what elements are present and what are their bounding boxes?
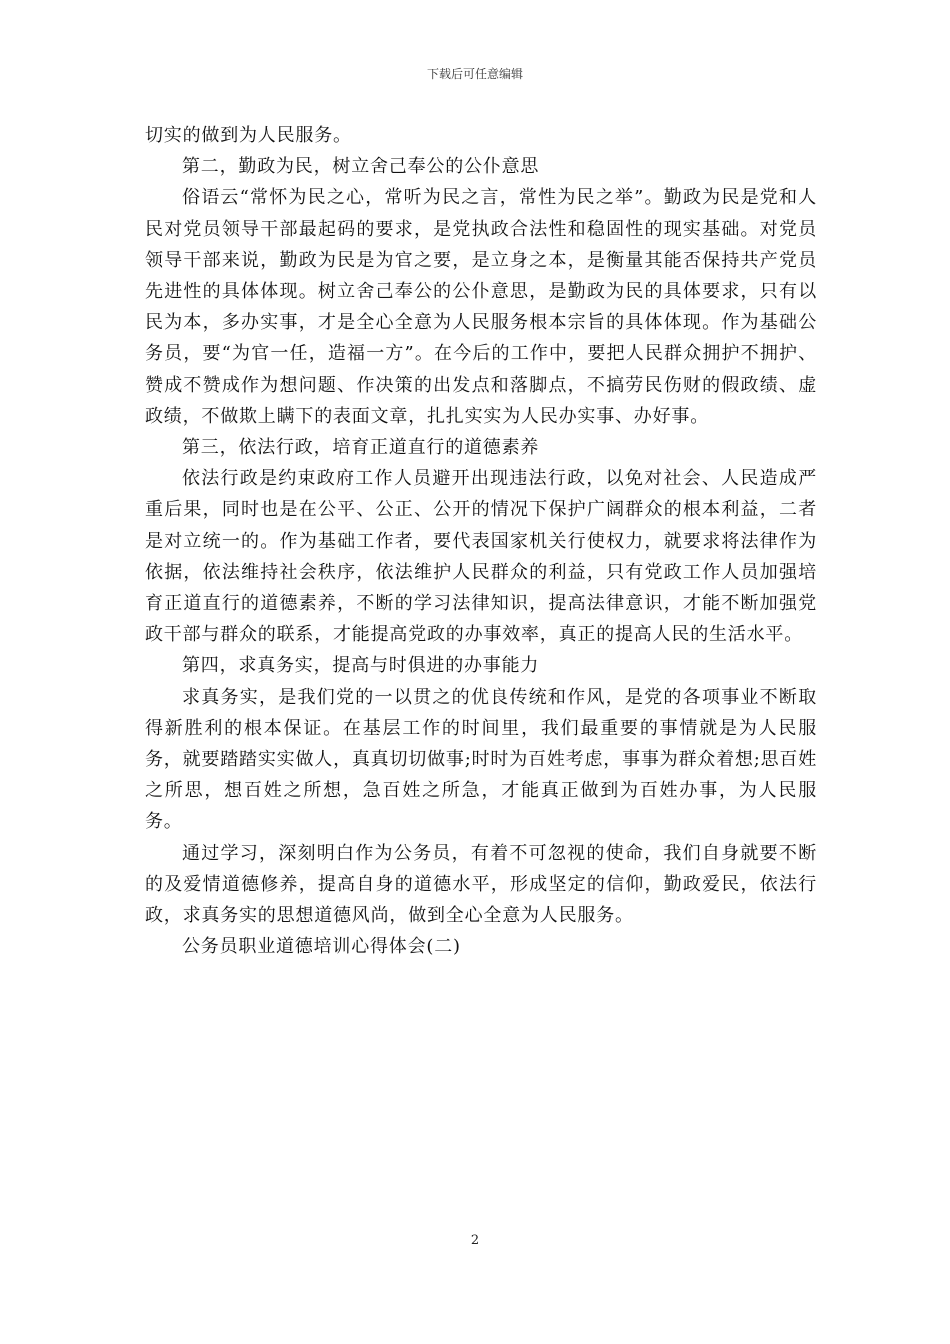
section-heading-2: 第二，勤政为民，树立舍己奉公的公仆意思 (182, 156, 540, 178)
document-body (145, 120, 817, 962)
section-heading-3: 第三，依法行政，培育正道直行的道德素养 (182, 437, 540, 459)
paragraph-continuation: 切实的做到为人民服务。 (145, 125, 352, 146)
next-article-title: 公务员职业道德培训心得体会(二) (182, 936, 461, 958)
paragraph-pragmatism: 求真务实，是我们党的一以贯之的优良传统和作风，是党的各项事业不断取得新胜利的根本保证。在基层工作的时间里，我们最重要的事情就是为人民服务，就要踏踏实实做人，真真切切做事;时时为百姓考虑，事事为群众着想;思百姓之所思，想百姓之所想，急百姓之所急，才能真正做到为百姓办事，为人民服务。 (145, 686, 817, 833)
paragraph-conclusion: 通过学习，深刻明白作为公务员，有着不可忽视的使命，我们自身就要不断的及爱情道德修养，提高自身的道德水平，形成坚定的信仰，勤政爱民，依法行政，求真务实的思想道德风尚，做到全心全意为人民服务。 (145, 842, 817, 927)
paragraph-diligence: 俗语云“常怀为民之心，常听为民之言，常性为民之举”。勤政为民是党和人民对党员领导干部最起码的要求，是党执政合法性和稳固性的现实基础。对党员领导干部来说，勤政为民是为官之要，是立身之本，是衡量其能否保持共产党员先进性的具体体现。树立舍己奉公的公仆意思，是勤政为民的具体要求，只有以民为本，多办实事，才是全心全意为人民服务根本宗旨的具体体现。作为基础公务员，要“为官一任，造福一方”。在今后的工作中，要把人民群众拥护不拥护、赞成不赞成作为想问题、作决策的出发点和落脚点，不搞劳民伤财的假政绩、虚政绩，不做欺上瞒下的表面文章，扎扎实实为人民办实事、办好事。 (145, 187, 817, 427)
section-heading-4: 第四，求真务实，提高与时俱进的办事能力 (182, 655, 540, 677)
page-header: 下载后可任意编辑 (426, 67, 523, 81)
page-number: 2 (470, 1233, 480, 1248)
paragraph-rule-of-law: 依法行政是约束政府工作人员避开出现违法行政，以免对社会、人民造成严重后果，同时也是在公平、公正、公开的情况下保护广阔群众的根本利益，二者是对立统一的。作为基础工作者，要代表国家机关行使权力，就要求将法律作为依据，依法维持社会秩序，依法维护人民群众的利益，只有党政工作人员加强培育正道直行的道德素养，不断的学习法律知识，提高法律意识，才能不断加强党政干部与群众的联系，才能提高党政的办事效率，真正的提高人民的生活水平。 (145, 468, 817, 646)
